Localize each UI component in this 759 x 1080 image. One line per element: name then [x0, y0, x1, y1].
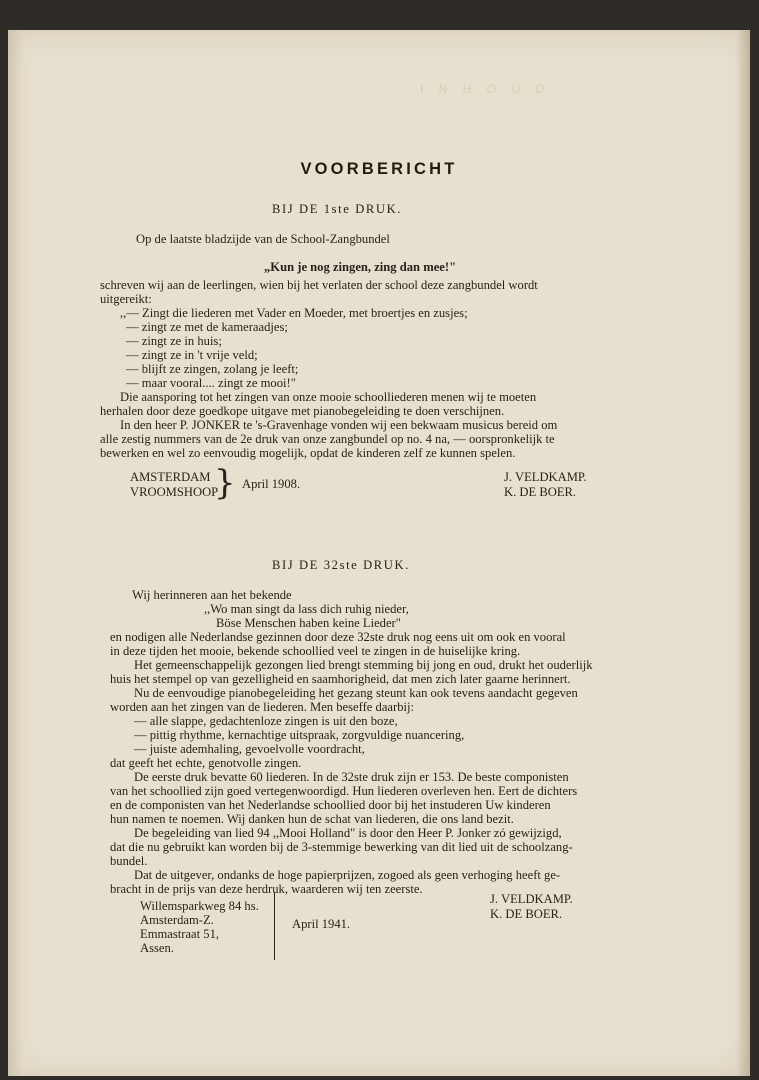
s2-line: De eerste druk bevatte 60 liederen. In de 32ste druk zijn er 153. De beste componisten [134, 770, 569, 784]
s1-line: Die aansporing tot het zingen van onze mooie schoolliederen menen wij te moeten [120, 390, 537, 404]
s2-line: Dat de uitgever, ondanks de hoge papierprijzen, zogoed als geen verhoging heeft ge- [134, 868, 561, 882]
s2-line: dat die nu gebruikt kan worden bij de 3-stemmige bewerking van dit lied uit de schoolzang- [110, 840, 573, 854]
s1-line: schreven wij aan de leerlingen, wien bij het verlaten der school deze zangbundel wordt [100, 278, 538, 292]
s1-line: — zingt ze in huis; [126, 334, 222, 348]
s2-line: bundel. [110, 854, 148, 868]
s1-line: uitgereikt: [100, 292, 152, 306]
signature-veldkamp-1941: J. VELDKAMP. [490, 892, 573, 906]
page-edge [736, 30, 750, 1076]
s2-line: worden aan het zingen van de liederen. Men beseffe daarbij: [110, 700, 414, 714]
section2-heading: BIJ DE 32ste DRUK. [272, 558, 410, 572]
s2-line: Nu de eenvoudige pianobegeleiding het gezang steunt kan ook tevens aandacht gegeven [134, 686, 578, 700]
s2-line: — alle slappe, gedachtenloze zingen is uit den boze, [134, 714, 398, 728]
s2-line: De begeleiding van lied 94 ,,Mooi Holland" is door den Heer P. Jonker zó gewijzigd, [134, 826, 562, 840]
date-1908: April 1908. [242, 477, 301, 491]
address-line: Willemsparkweg 84 hs. [140, 899, 259, 913]
place-amsterdam: AMSTERDAM [130, 470, 211, 484]
place-vroomshoop: VROOMSHOOP [130, 485, 219, 499]
s2-line: — pittig rhythme, kernachtige uitspraak, zorgvuldige nuancering, [134, 728, 465, 742]
section1-heading: BIJ DE 1ste DRUK. [272, 202, 403, 216]
s2-line: van het schoollied zijn goed vertegenwoordigd. Hun liederen overleven hen. Eert de dichters [110, 784, 578, 798]
bracket-1941 [274, 892, 281, 960]
brace-1908: } [214, 463, 236, 503]
s2-line: Böse Menschen haben keine Lieder" [216, 616, 401, 630]
address-line: Amsterdam-Z. [140, 913, 214, 927]
s2-line: hun namen te noemen. Wij danken hun de schat van liederen, die ons land bezit. [110, 812, 514, 826]
s1-line: — maar vooral.... zingt ze mooi!" [126, 376, 296, 390]
date-1941: April 1941. [292, 917, 351, 931]
section1-intro: Op de laatste bladzijde van de School-Zangbundel [136, 232, 390, 246]
s1-line: — zingt ze in 't vrije veld; [126, 348, 258, 362]
s1-line: In den heer P. JONKER te 's-Gravenhage vonden wij een bekwaam musicus bereid om [120, 418, 558, 432]
s2-line: — juiste ademhaling, gevoelvolle voordracht, [134, 742, 365, 756]
section1-motto: „Kun je nog zingen, zing dan mee!" [264, 260, 457, 274]
s2-line: Wij herinneren aan het bekende [132, 588, 292, 602]
page-title: VOORBERICHT [300, 160, 458, 178]
address-line: Assen. [140, 941, 174, 955]
s2-line: dat geeft het echte, genotvolle zingen. [110, 756, 302, 770]
signature-deboer-1941: K. DE BOER. [490, 907, 563, 921]
s2-line: Het gemeenschappelijk gezongen lied brengt stemming bij jong en oud, drukt het ouderlijk [134, 658, 593, 672]
show-through-text: I N H O U D [420, 82, 551, 96]
s2-line: en nodigen alle Nederlandse gezinnen door deze 32ste druk nog eens uit om ook en vooral [110, 630, 566, 644]
signature-deboer-1908: K. DE BOER. [504, 485, 577, 499]
s1-line: herhalen door deze goedkope uitgave met pianobegeleiding te doen verschijnen. [100, 404, 505, 418]
s2-line: en de componisten van het Nederlandse schoollied door bij het instuderen Uw kinderen [110, 798, 551, 812]
address-line: Emmastraat 51, [140, 927, 220, 941]
s2-line: bracht in de prijs van deze herdruk, waarderen wij ten zeerste. [110, 882, 423, 896]
s1-line: alle zestig nummers van de 2e druk van onze zangbundel op no. 4 na, — oorspronkelijk te [100, 432, 555, 446]
signature-veldkamp-1908: J. VELDKAMP. [504, 470, 587, 484]
s1-line: — blijft ze zingen, zolang je leeft; [126, 362, 299, 376]
book-page [8, 30, 750, 1076]
s2-line: ,,Wo man singt da lass dich ruhig nieder, [204, 602, 409, 616]
s2-line: huis het stempel op van gezelligheid en saamhorigheid, dat men zich later gaarne herinnert. [110, 672, 571, 686]
s1-line: — zingt ze met de kameraadjes; [126, 320, 288, 334]
s1-line: bewerken en wel zo eenvoudig mogelijk, opdat de kinderen zelf ze kunnen spelen. [100, 446, 516, 460]
s1-line: ,,— Zingt die liederen met Vader en Moeder, met broertjes en zusjes; [120, 306, 468, 320]
binding-edge [8, 30, 22, 1076]
s2-line: in deze tijden het mooie, bekende schoollied veel te zingen in de huiselijke kring. [110, 644, 521, 658]
